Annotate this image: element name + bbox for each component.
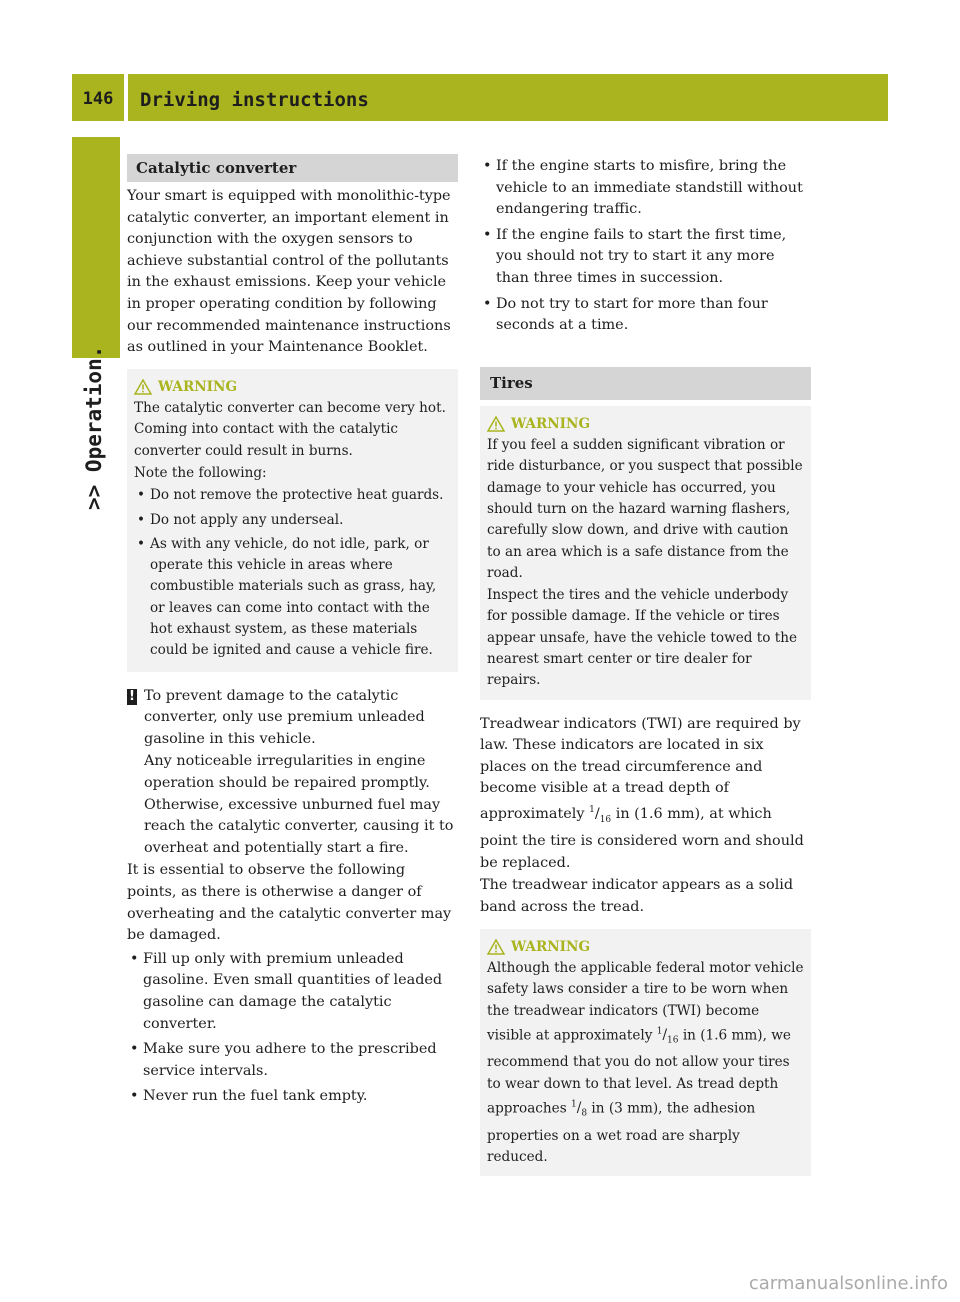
section-title-tires: Tires [480,367,811,400]
list-item: • Never run the fuel tank empty. [127,1086,458,1108]
fraction-denominator: 8 [581,1109,588,1120]
warning-box-treadwear [480,929,811,1176]
list-item: • Make sure you adhere to the prescribed service intervals. [127,1039,458,1082]
twi-text-a: Treadwear indicators (TWI) are required by law. These indicators are located in six places on the tread circumference and become visible at a tread depth of approximately [480,715,801,822]
warning-triangle-icon [134,379,152,395]
notice-block [127,686,458,860]
warning-label: WARNING [511,415,591,432]
fraction: $^1/_{16}$ [656,1026,679,1047]
section-title-catalytic: Catalytic converter [127,154,458,182]
warning-header [487,414,804,435]
list-item: • Do not try to start for more than four seconds at a time. [480,294,811,337]
twi-paragraph-2: The treadwear indicator appears as a solid band across the tread. [480,877,794,916]
list-item: • Do not remove the protective heat guards. [134,485,451,506]
page-title: Driving instructions [140,89,369,111]
list-item: • If the engine fails to start the first time, you should not try to start it any more than three times in succession. [480,225,811,290]
list-item: • If the engine starts to misfire, bring the vehicle to an immediate standstill without endangering traffic. [480,156,811,221]
fraction: $^1/_8$ [571,1099,588,1120]
page-number: 146 [82,89,114,109]
warning-note: Note the following: [134,464,267,481]
twi-text-b: in (1.6 mm), at which point the tire is considered worn and should be replaced. [480,805,804,871]
warning-header [134,377,451,398]
fraction-denominator: 16 [599,814,612,825]
header-divider [124,74,128,121]
warning-text: If you feel a sudden significant vibration or ride disturbance, or you suspect that possible damage to your vehicle has occurred, you should turn on the hazard warning flashers, carefully slow down, and drive with caution to an area which is a safe distance from the road. [487,437,803,581]
warning-text-b: in (1.6 mm), we recommend that you do not allow your tires to wear down to that level. As tread depth approaches [487,1027,791,1117]
warning-box-catalytic [127,369,458,672]
warning-box-tires [480,406,811,700]
twi-paragraph [480,714,811,875]
engine-start-list [480,156,811,337]
fraction-numerator: 1 [571,1099,577,1110]
essential-text: It is essential to observe the following points, as there is otherwise a danger of overheating and the catalytic converter may be damaged. [127,862,452,944]
fraction: $^1/_{16}$ [589,804,612,825]
warning-label: WARNING [511,938,591,955]
warning-text-a: Although the applicable federal motor vehicle safety laws consider a tire to be worn when the treadwear indicators (TWI) become visible at approximately [487,959,804,1044]
side-section-label: >> Operation. [82,345,106,510]
list-item: • As with any vehicle, do not idle, park, or operate this vehicle in areas where combustible materials such as grass, hay, or leaves can come into contact with the hot exhaust system, as these materials could be ignited and cause a vehicle fire. [134,534,451,662]
warning-list [134,485,451,661]
warning-triangle-icon [487,416,505,432]
warning-text-2: Inspect the tires and the vehicle underbody for possible damage. If the vehicle or tires appear unsafe, have the vehicle towed to the nearest smart center or tire dealer for repairs. [487,587,798,689]
fraction-numerator: 1 [589,804,595,815]
warning-text-c: in (3 mm), the adhesion properties on a wet road are sharply reduced. [487,1100,756,1165]
left-column [127,154,458,1112]
warning-triangle-icon [487,939,505,955]
list-item: • Fill up only with premium unleaded gasoline. Even small quantities of leaded gasoline can damage the catalytic converter. [127,949,458,1035]
warning-text [487,958,804,1168]
side-tab [72,137,120,358]
warning-text: The catalytic converter can become very hot. Coming into contact with the catalytic converter could result in burns. [134,400,446,459]
warning-label: WARNING [158,378,238,395]
notice-text-2: Any noticeable irregularities in engine operation should be repaired promptly. Otherwise, excessive unburned fuel may reach the catalytic converter, causing it to overheat and potentially start a fire. [144,753,454,856]
list-item: • Do not apply any underseal. [134,510,451,531]
right-column [480,154,811,1190]
catalytic-list [127,949,458,1108]
catalytic-intro: Your smart is equipped with monolithic-type catalytic converter, an important element in conjunction with the oxygen sensors to achieve substantial control of the pollutants in the exhaust emissions. Keep your vehicle in proper operating condition by following our recommended maintenance instructions as outlined in your Maintenance Booklet. [127,188,451,356]
exclamation-icon: ! [127,689,137,705]
fraction-numerator: 1 [656,1026,663,1037]
watermark: carmanualsonline.info [748,1273,948,1294]
notice-text: To prevent damage to the catalytic converter, only use premium unleaded gasoline in this vehicle. [144,687,425,747]
fraction-denominator: 16 [667,1036,679,1047]
warning-header [487,937,804,958]
